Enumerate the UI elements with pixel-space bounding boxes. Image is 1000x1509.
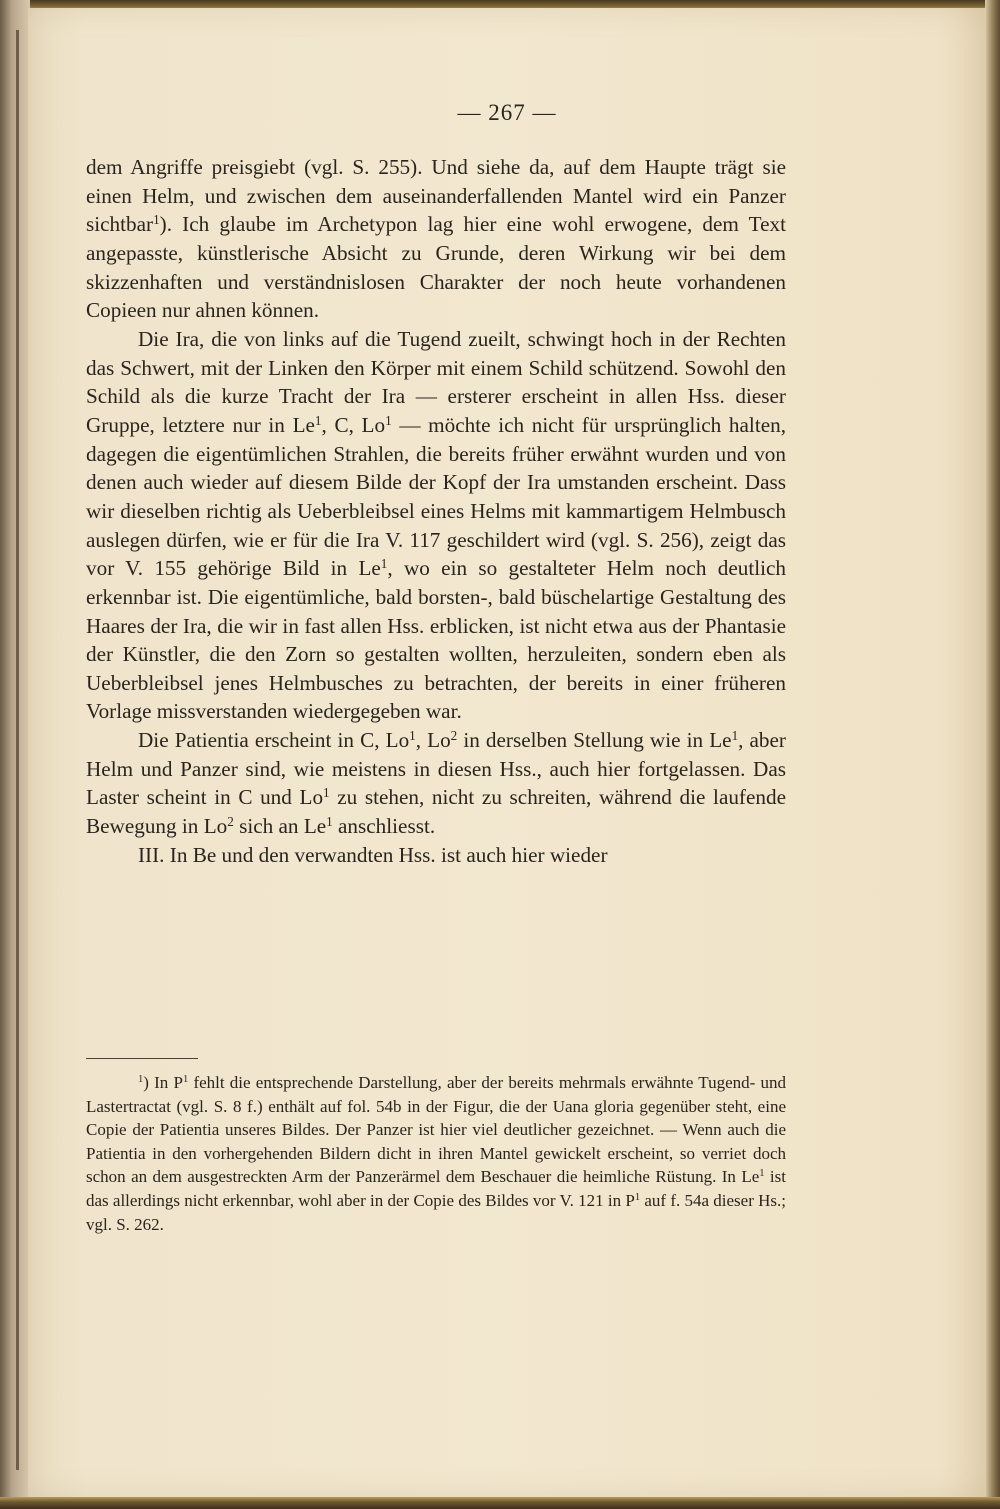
text-run: , aber Helm und Panzer sind, wie meistens in diesen Hss., auch hier fortgelassen. Das Laster scheint in C und Lo (86, 728, 786, 810)
text-run: sich an Le (233, 814, 327, 839)
superscript: 1 (326, 813, 333, 829)
text-run: — möchte ich nicht für ursprünglich halten, dagegen die eigentümlichen Strahlen, die bereits früher erwähnt wurden und von denen auch wieder auf diesem Bilde der Kopf der Ira umstanden erscheint. Dass wir dieselben richtig als Ueberbleibsel eines Helms mit kammartigem Helmbusch auslegen dürfen, wie er für die Ira V. 117 geschildert wird (vgl. S. 256), zeigt das vor V. 155 gehörige Bild in Le (86, 412, 786, 581)
page-number: — 267 — (457, 100, 557, 125)
paragraph (86, 153, 786, 325)
superscript: 1 (314, 412, 322, 428)
text-run: , wo ein so gestalteter Helm noch deutlich erkennbar ist. Die eigentümliche, bald borsten-, bald büschelartige Gestaltung des Haares der Ira, die wir in fast allen Hss. erblicken, ist nicht etwa aus der Phantasie der Künstler, die den Zorn so gestalten wollten, herzuleiten, sondern eben als Ueberbleibsel jenes Helmbusches zu betrachten, der bereits in einer früheren Vorlage missverstanden wiedergegeben war. (86, 556, 786, 724)
text-run: ist das allerdings nicht erkennbar, wohl aber in der Copie des Bildes vor V. 121 in P (86, 1167, 786, 1210)
paragraph (86, 841, 786, 870)
text-run: , Lo (415, 728, 451, 753)
paragraph (86, 325, 786, 726)
superscript: 1 (409, 727, 416, 743)
superscript: 1 (138, 1074, 144, 1086)
footnote (86, 1071, 786, 1236)
main-text (86, 153, 786, 869)
text-run: auf f. 54a dieser Hs.; vgl. S. 262. (86, 1190, 786, 1234)
text-run: ) In P (143, 1073, 183, 1092)
gutter-shadow-line (16, 30, 19, 1470)
text-run: Die Ira, die von links auf die Tugend zueilt, schwingt hoch in der Rechten das Schwert, mit der Linken den Körper mit einem Schild schützend. Sowohl den Schild als die kurze Tracht der Ira — ersterer erscheint in allen Hss. dieser Gruppe, letztere nur in Le (86, 326, 786, 437)
superscript: 1 (380, 555, 388, 571)
footnote-rule (86, 1058, 198, 1059)
book-bottom-edge (0, 1497, 1000, 1509)
superscript: 1 (385, 412, 392, 428)
superscript: 1 (634, 1192, 641, 1204)
text-run: in derselben Stellung wie in Le (457, 728, 732, 753)
text-run: zu stehen, nicht zu schreiten, während die laufende Bewegung in Lo (86, 785, 786, 839)
superscript: 1 (731, 727, 739, 743)
paragraph (86, 726, 786, 841)
text-run: anschliesst. (332, 814, 436, 839)
text-run: Die Patientia erscheint in C, Lo (138, 728, 410, 753)
superscript: 1 (153, 212, 160, 228)
superscript: 1 (323, 785, 330, 801)
text-run: ). Ich glaube im Archetypon lag hier eine wohl erwogene, dem Text angepasste, künstlerische Absicht zu Grunde, deren Wirkung wir bei dem skizzenhaften und verständnislosen Charakter der noch heute vorhandenen Copieen nur ahnen können. (86, 212, 786, 323)
superscript: 1 (182, 1074, 189, 1086)
superscript: 1 (759, 1168, 765, 1180)
text-run: , C, Lo (321, 412, 386, 437)
text-run: dem Angriffe preisgiebt (vgl. S. 255). Und siehe da, auf dem Haupte trägt sie einen Helm, und zwischen dem auseinanderfallenden Mantel wird ein Panzer sichtbar (86, 155, 786, 237)
superscript: 2 (450, 727, 458, 743)
text-run: III. In Be und den verwandten Hss. ist auch hier wieder (138, 842, 608, 867)
book-right-edge (985, 0, 1000, 1509)
superscript: 2 (227, 813, 234, 829)
book-gutter (0, 0, 30, 1509)
text-run: fehlt die entsprechende Darstellung, aber der bereits mehrmals erwähnte Tugend- und Lastertractat (vgl. S. 8 f.) enthält auf fol. 54b in der Figur, die der Uana gloria gegenüber steht, eine Copie der Patientia unseres Bildes. Der Panzer ist hier viel deutlicher gezeichnet. — Wenn auch die Patientia in den vorhergehenden Bildern dicht in ihren Mantel gewickelt erscheint, so verriet doch schon an dem ausgestreckten Arm der Panzerärmel dem Beschauer die heimliche Rüstung. In Le (86, 1073, 787, 1187)
